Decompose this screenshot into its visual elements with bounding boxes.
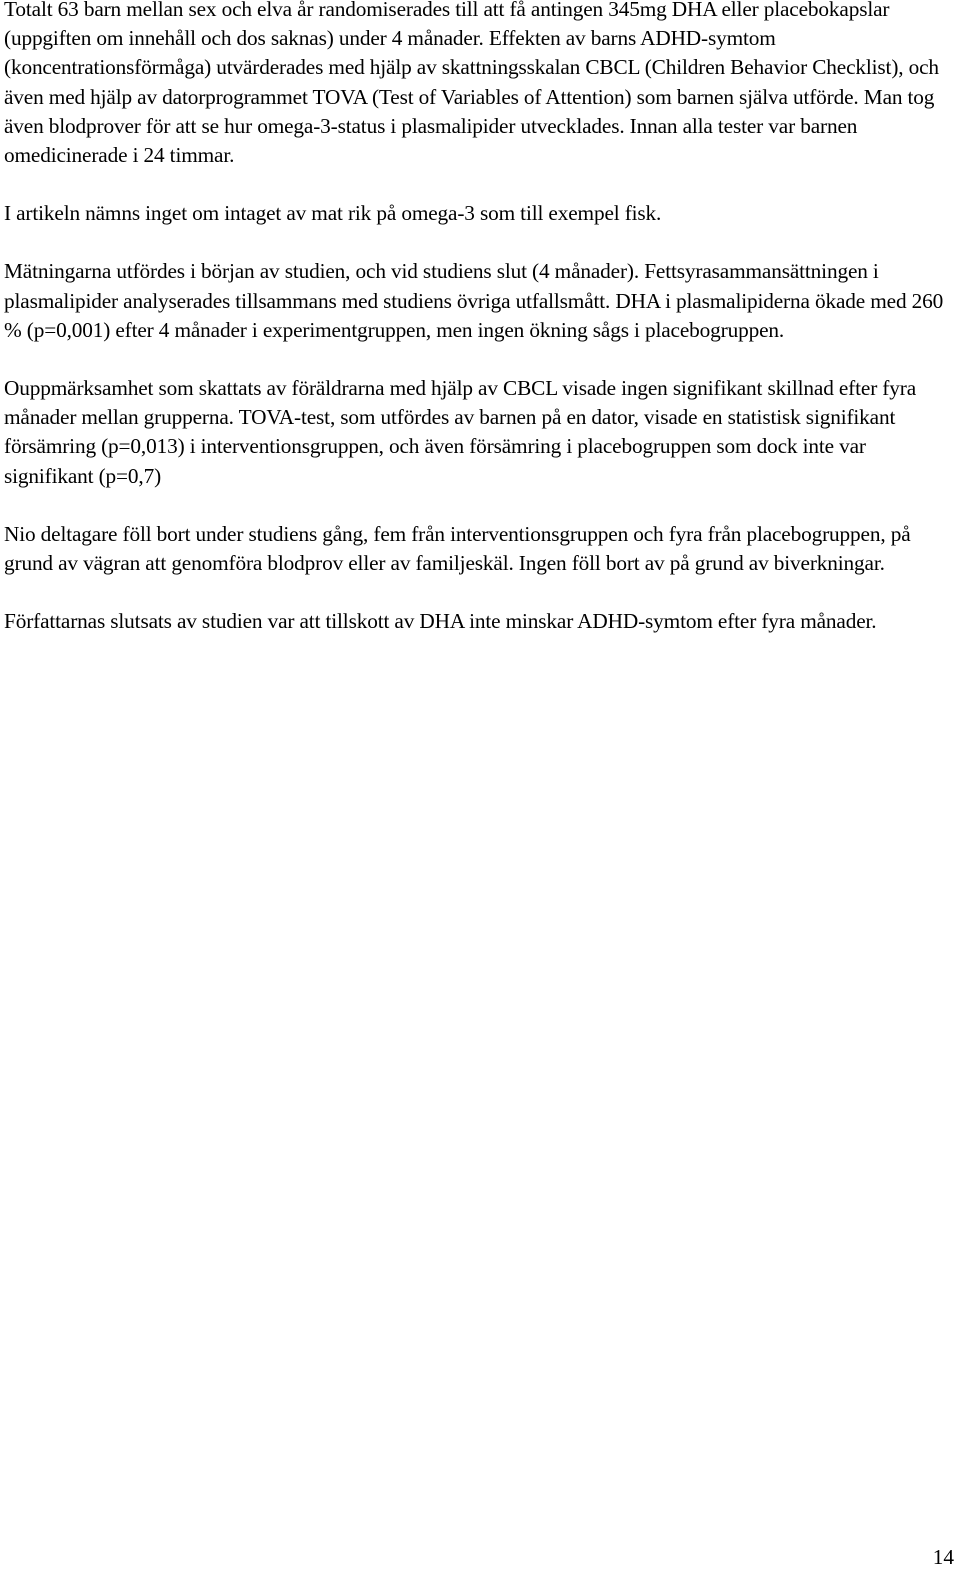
document-page	[4, 0, 954, 636]
paragraph-dropouts: Nio deltagare föll bort under studiens gång, fem från interventionsgruppen och fyra från placebogruppen, på grund av vägran att genomföra blodprov eller av familjeskäl. Ingen föll bort av på grund av biverkningar.	[4, 521, 911, 576]
paragraph-measurements: Mätningarna utfördes i början av studien, och vid studiens slut (4 månader). Fettsyrasammansättningen i plasmalipider analyserades tillsammans med studiens övriga utfallsmått. DHA i plasmalipiderna ökade med 260 % (p=0,001) efter 4 månader i experimentgruppen, men ingen ökning sågs i placebogruppen.	[4, 259, 944, 342]
page-number: 14	[932, 1545, 954, 1569]
paragraph-diet-note: I artikeln nämns inget om intaget av mat rik på omega-3 som till exempel fisk.	[4, 201, 662, 226]
paragraph-study-design: Totalt 63 barn mellan sex och elva år randomiserades till att få antingen 345mg DHA eller placebokapslar (uppgiften om innehåll och dos saknas) under 4 månader. Effekten av barns ADHD-symtom (koncentrationsförmåga) utvärderades med hjälp av skattningsskalan CBCL (Children Behavior Checklist), och även med hjälp av datorprogrammet TOVA (Test of Variables of Attention) som barnen själva utförde. Man tog även blodprover för att se hur omega-3-status i plasmalipider utvecklades. Innan alla tester var barnen omedicinerade i 24 timmar.	[4, 0, 939, 168]
paragraph-results: Ouppmärksamhet som skattats av föräldrarna med hjälp av CBCL visade ingen signifikant skillnad efter fyra månader mellan grupperna. TOVA-test, som utfördes av barnen på en dator, visade en statistisk signifikant försämring (p=0,013) i interventionsgruppen, och även försämring i placebogruppen som dock inte var signifikant (p=0,7)	[4, 376, 916, 488]
paragraph-conclusion: Författarnas slutsats av studien var att tillskott av DHA inte minskar ADHD-symtom efter fyra månader.	[4, 609, 877, 634]
